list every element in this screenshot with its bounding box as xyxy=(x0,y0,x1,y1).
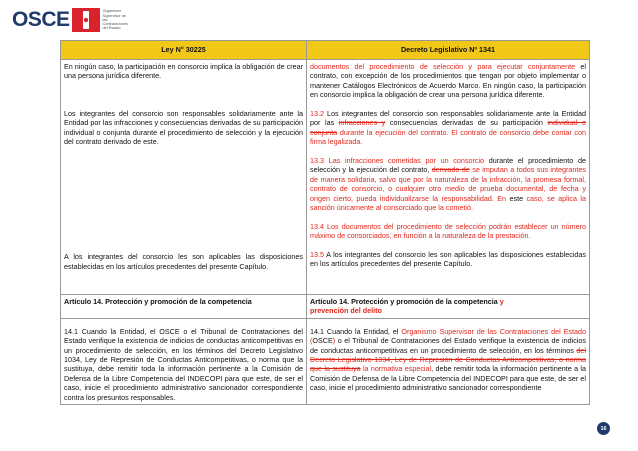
header-dl-1341: Decreto Legislativo Nº 1341 xyxy=(307,41,590,60)
comparison-table xyxy=(60,40,590,405)
left-article-14-1-text: 14.1 Cuando la Entidad, el OSCE o el Tribunal de Contrataciones del Estado verifique la existencia de indicios de conductas anticompetitivas en un procedimiento de selección, en los términos del Decreto Legislativo 1034, Ley de Represión de Conductas Anticompetitivas, o norma que la sustituya, debe remitir toda la información pertinente a la Comisión de Defensa de la Libre Competencia del INDECOPI para que este, de ser el caso, inicie el procedimiento administrativo sancionador correspondiente contra los presuntos responsables. xyxy=(64,326,303,402)
right-paragraph-13-2: 13.2 Los integrantes del consorcio son responsables solidariamente ante la Entidad por las infracciones y consecuencias derivadas de su participación individual o conjunta durante la ejecución del contrato. El contrato de consorcio debe contar con firma legalizada. xyxy=(310,109,586,147)
page-number-badge: 16 xyxy=(597,422,610,435)
right-paragraph-13-3: 13.3 Las infracciones cometidas por un consorcio durante el procedimiento de selección y la ejecución del contrato, derivado de se imputan a todos sus integrantes de manera solidaria, salvo que por la naturaleza de la infracción, la promesa formal, contrato de consorcio, o cualquier otro medio de prueba documental, de fecha y origen cierto, pueda individualizarse la responsabilidad. En este caso, se aplica la sanción únicamente al consorciado que la cometió. xyxy=(310,156,586,213)
table-row-article-14-1 xyxy=(61,318,590,404)
table-header-row xyxy=(61,41,590,60)
right-paragraph-13-5: 13.5 A los integrantes del consorcio les son aplicables las disposiciones establecidas en los artículos precedentes del presente Capítulo. xyxy=(310,250,586,269)
right-article-14-1 xyxy=(307,318,590,404)
peru-shield-icon xyxy=(72,8,100,32)
logo-subtitle: Organismo Supervisor de las Contrataciones del Estado xyxy=(102,9,129,31)
left-paragraph-c: A los integrantes del consorcio les son aplicables las disposiciones establecidas en los artículos precedentes del presente Capítulo. xyxy=(64,252,303,271)
left-paragraph-b: Los integrantes del consorcio son responsables solidariamente ante la Entidad por las infracciones y consecuencias derivadas de su participación individual o conjunta durante el procedimiento de selección y la ejecución del contrato derivado de este. xyxy=(64,108,303,147)
right-paragraph-13-4: 13.4 Los documentos del procedimiento de selección podrán establecer un número máximo de consorciados, en función a la naturaleza de la prestación. xyxy=(310,221,586,241)
left-article-14-title: Artículo 14. Protección y promoción de la competencia xyxy=(61,295,307,319)
header-ley-30225: Ley N° 30225 xyxy=(61,41,307,60)
right-article-14-1-text: 14.1 Cuando la Entidad, el Organismo Supervisor de las Contrataciones del Estado (OSCE) o el Tribunal de Contrataciones del Estado verifique la existencia de indicios de conductas anticompetitivas en un procedimiento de selección, en los términos del Decreto Legislativo 1034, Ley de Represión de Conductas Anticompetitivas, o norma que la sustituya la normativa especial, debe remitir toda la información pertinente a la Comisión de Defensa de la Libre Competencia del INDECOPI para que este, de ser el caso, inicie el procedimiento administrativo sancionador correspondiente xyxy=(310,326,587,393)
left-cell-consorcio xyxy=(61,60,307,295)
table-row-consorcio xyxy=(61,60,590,295)
right-cell-consorcio xyxy=(307,60,590,295)
osce-logo xyxy=(12,6,129,34)
logo-text: OSCE xyxy=(12,8,70,31)
right-article-14-title: Artículo 14. Protección y promoción de la competencia y prevención del delito xyxy=(307,295,590,319)
left-paragraph-a: En ningún caso, la participación en consorcio implica la obligación de crear una persona jurídica diferente. xyxy=(64,62,303,81)
table-row-article-14-title xyxy=(61,295,590,319)
left-article-14-1 xyxy=(61,318,307,404)
right-paragraph-13-1: documentos del procedimiento de selección y para ejecutar conjuntamente el contrato, con excepción de los procedimientos que tengan por objeto implementar o mantener Catálogos Electrónicos de Acuerdo Marco. En ningún caso, la participación en consorcio implica la obligación de crear una persona jurídica diferente. xyxy=(310,62,587,100)
